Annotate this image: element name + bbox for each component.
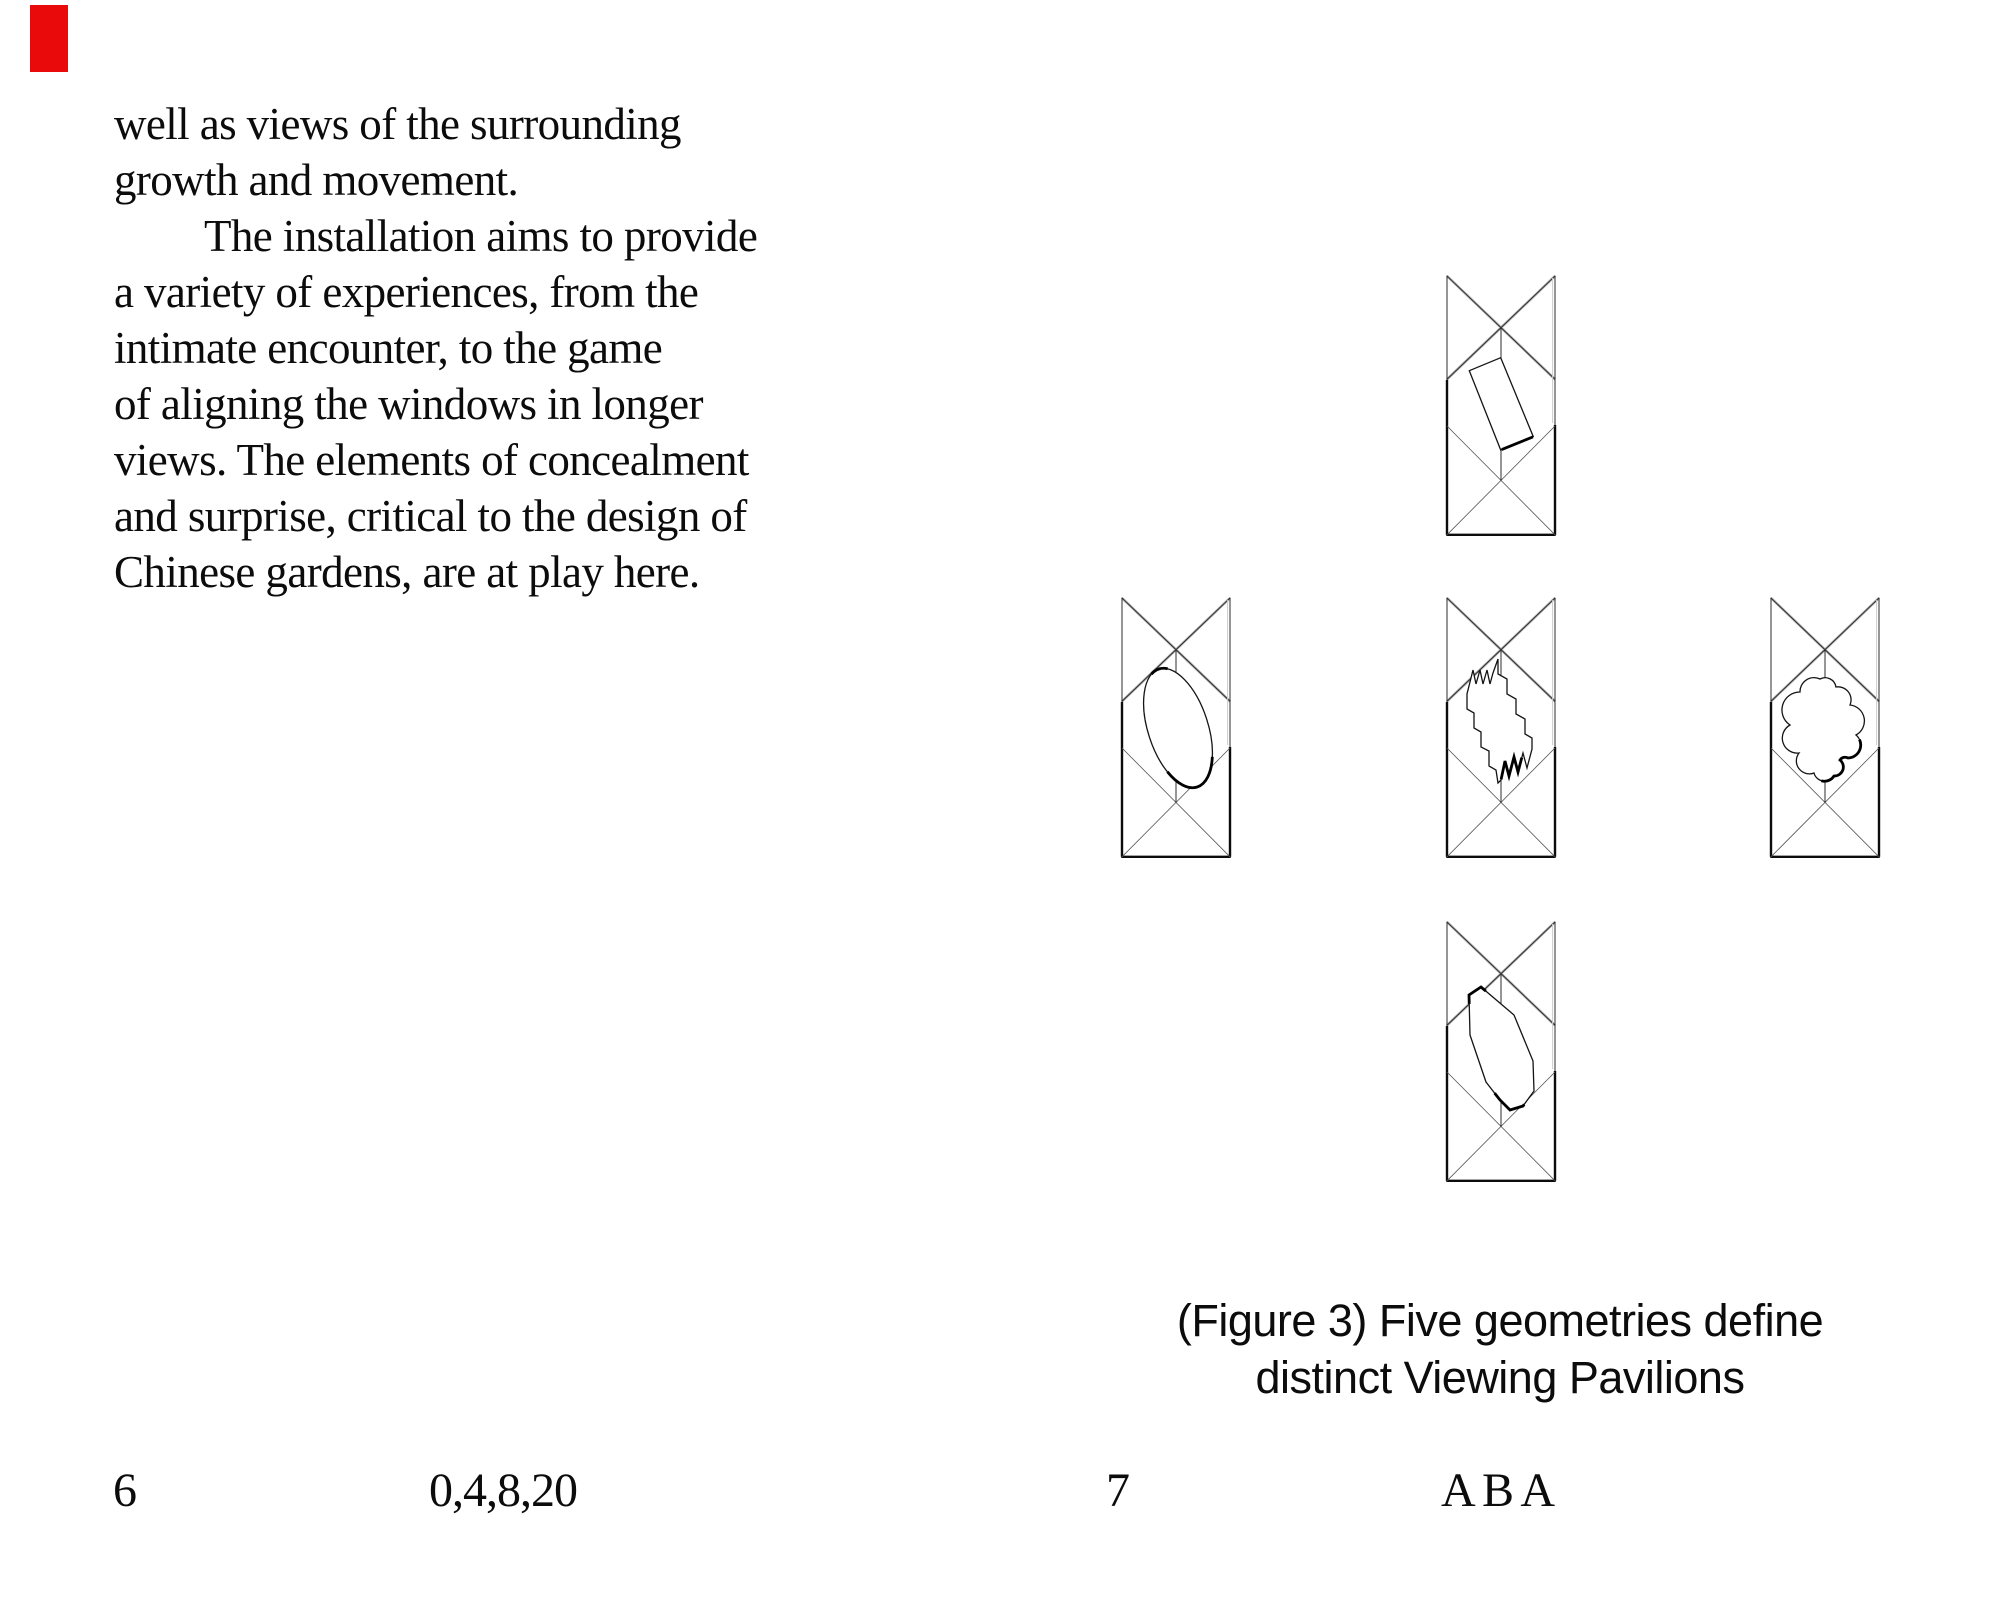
text-line: and surprise, critical to the design of [114, 491, 747, 541]
figure-caption-line-1: (Figure 3) Five geometries define [1176, 1295, 1824, 1346]
text-line: of aligning the windows in longer [114, 379, 703, 429]
text-line: Chinese gardens, are at play here. [114, 547, 700, 597]
pavilion-cloud [1770, 597, 1880, 859]
footer-label-right: A B A [1441, 1464, 1554, 1517]
window-rectangle [1469, 358, 1533, 450]
pavilion-ellipse [1121, 597, 1231, 859]
window-cloud [1782, 678, 1864, 782]
body-paragraph [114, 96, 914, 600]
pavilion-octagon [1446, 921, 1556, 1183]
window-ellipse [1144, 668, 1213, 787]
footer-label-left: 0,4,8,20 [429, 1464, 577, 1517]
text-line: well as views of the surrounding [114, 99, 681, 149]
text-line: a variety of experiences, from the [114, 267, 699, 317]
page-number-left: 6 [113, 1464, 136, 1517]
text-line: intimate encounter, to the game [114, 323, 663, 373]
text-line: views. The elements of concealment [114, 435, 749, 485]
text-line: growth and movement. [114, 155, 519, 205]
pavilion-zigzag [1446, 597, 1556, 859]
pavilion-rectangle [1446, 275, 1556, 537]
figure-caption-line-2: distinct Viewing Pavilions [1255, 1352, 1745, 1403]
text-line: The installation aims to provide [204, 211, 758, 261]
red-annotation-marker [30, 5, 68, 72]
page-number-right: 7 [1106, 1464, 1129, 1517]
window-octagon [1469, 987, 1534, 1110]
figure-caption [1150, 1292, 1850, 1406]
window-zigzag [1467, 659, 1532, 783]
